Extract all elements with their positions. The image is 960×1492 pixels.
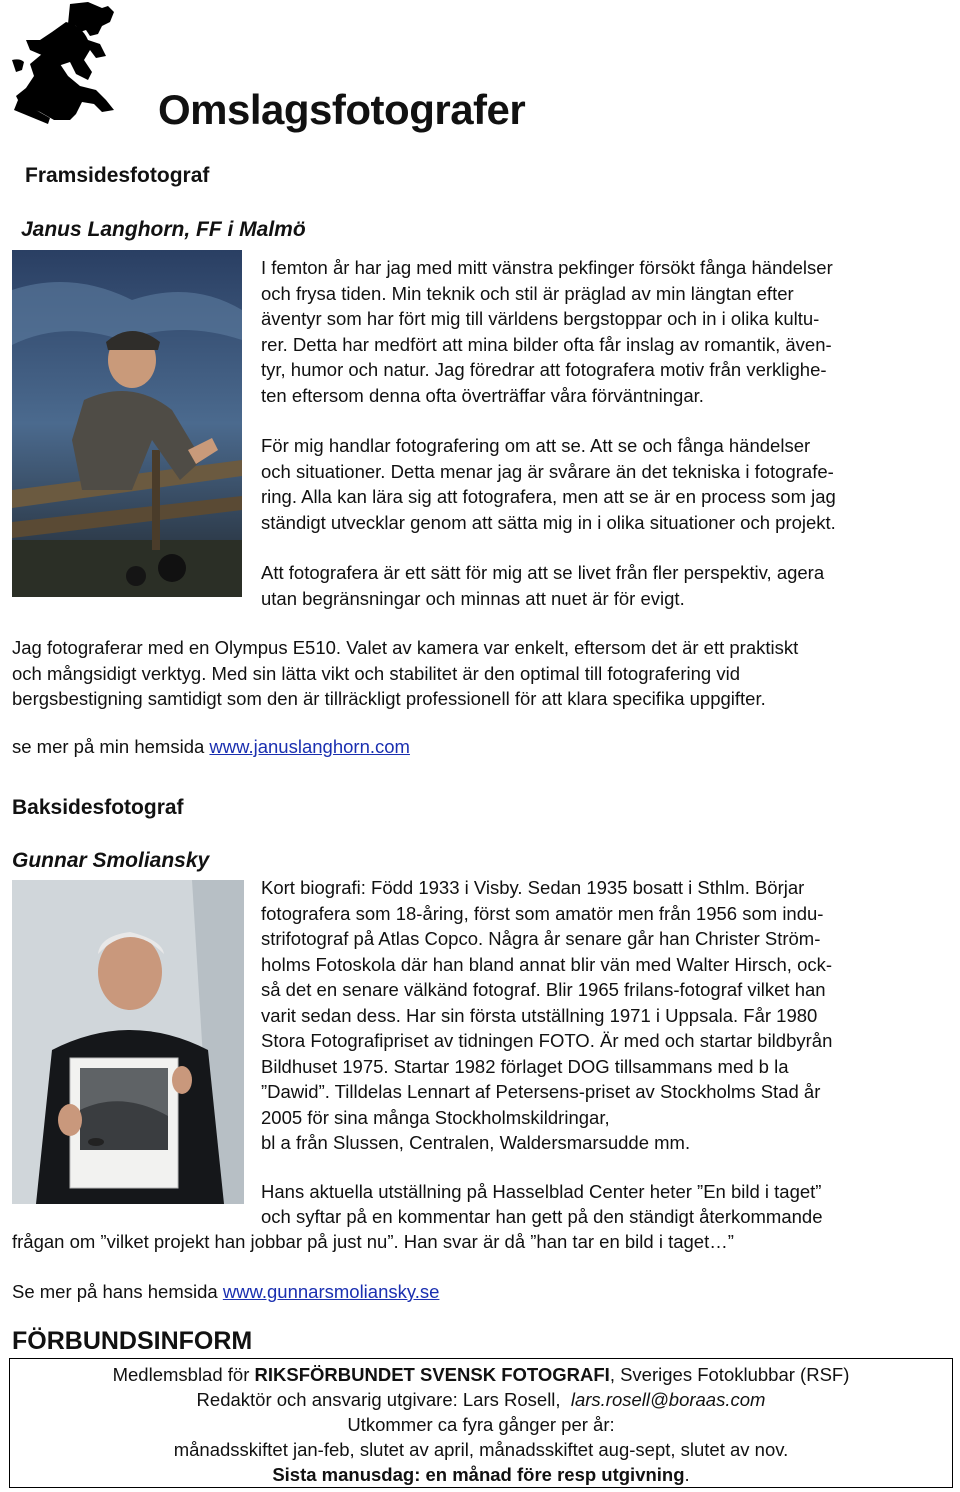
front-paragraph-3: Att fotografera är ett sätt för mig att se livet från fler perspektiv, agera utan begränsningar och minnas att nuet är för evigt.	[261, 562, 825, 609]
back-photographer-photo	[12, 880, 244, 1204]
front-section-heading: Framsidesfotograf	[25, 164, 210, 187]
masthead-line-4: månadsskiftet jan-feb, slutet av april, månadsskiftet aug-sept, slutet av nov.	[173, 1439, 789, 1460]
front-website-line: se mer på min hemsida www.januslanghorn.com	[12, 736, 410, 757]
front-website-link[interactable]: www.januslanghorn.com	[209, 736, 410, 757]
masthead-line-1: Medlemsblad för RIKSFÖRBUNDET SVENSK FOTOGRAFI, Sveriges Fotoklubbar (RSF)	[112, 1364, 850, 1385]
back-website-line: Se mer på hans hemsida www.gunnarsmoliansky.se	[12, 1281, 440, 1302]
masthead-line-5: Sista manusdag: en månad före resp utgivning.	[272, 1464, 690, 1485]
back-photographer-name: Gunnar Smoliansky	[12, 849, 210, 872]
back-exhibition-2: och syftar på en kommentar han gett på den ständigt återkommande	[261, 1206, 823, 1227]
back-exhibition-1: Hans aktuella utställning på Hasselblad Center heter ”En bild i taget”	[261, 1181, 822, 1202]
back-bio: Kort biografi: Född 1933 i Visby. Sedan 1935 bosatt i Sthlm. Börjar fotografera som 18-åring, först som amatör men från 1956 som indu- strifotograf på Atlas Copco. Några år senare går han Christer Ström- holms Fotoskola där han bland annat blir vän med Walter Hirsch, ock- så det en senare välkänd fotograf. Blir 1965 frilans-fotograf vilket han varit sedan dess. Har sin första utställning 1971 i Uppsala. Får 1980 Stora Fotografipriset av tidningen FOTO. Är med och startar bildbyrån Bildhuset 1975. Startar 1982 förlaget DOG tillsammans med b la ”Dawid”. Tilldelas Lennart af Petersens-priset av Stockholms Stad år 2005 för sina många Stockholmskildringar, bl a från Slussen, Centralen, Waldersmarsudde mm.	[261, 877, 833, 1153]
front-photographer-photo	[12, 250, 242, 597]
back-website-link[interactable]: www.gunnarsmoliansky.se	[222, 1281, 440, 1302]
editor-email: lars.rosell@boraas.com	[570, 1389, 766, 1410]
back-section-heading: Baksidesfotograf	[12, 796, 184, 819]
masthead-box	[9, 1358, 953, 1488]
footer-title: FÖRBUNDSINFORM	[12, 1327, 253, 1355]
front-paragraph-1: I femton år har jag med mitt vänstra pekfinger försökt fånga händelser och frysa tiden. Min teknik och stil är präglad av min längtan efter äventyr som har fört mig till världens bergstoppar och in i olika kultu- rer. Detta har medfört att mina bilder ofta får inslag av romantik, även- tyr, humor och natur. Jag föredrar att fotografera motiv från verklighe- ten eftersom denna ofta överträffar våra förväntningar.	[261, 257, 833, 406]
kneeling-photographer-silhouette-icon	[10, 0, 120, 125]
photographer-logo	[10, 0, 120, 125]
page-title: Omslagsfotografer	[158, 86, 526, 133]
back-exhibition-3: frågan om ”vilket projekt han jobbar på just nu”. Han svar är då ”han tar en bild i taget…”	[12, 1231, 734, 1252]
front-paragraph-2: För mig handlar fotografering om att se. Att se och fånga händelser och situationer. Detta menar jag är svårare än det tekniska i fotografe- ring. Alla kan lära sig att fotografera, men att se är en process som jag ständigt utvecklar genom att sätta mig in i olika situationer och projekt.	[261, 435, 836, 533]
front-camera-paragraph: Jag fotograferar med en Olympus E510. Valet av kamera var enkelt, eftersom det är ett praktiskt och mångsidigt verktyg. Med sin lätta vikt och stabilitet är den optimal till fotografering vid bergsbestigning samtidigt som den är tillräckligt professionell för att klara specifika uppgifter.	[12, 637, 799, 709]
masthead-line-3: Utkommer ca fyra gånger per år:	[347, 1414, 615, 1435]
front-photographer-name: Janus Langhorn, FF i Malmö	[21, 218, 306, 241]
front-bio	[261, 255, 951, 611]
masthead-line-2: Redaktör och ansvarig utgivare: Lars Rosell, lars.rosell@boraas.com	[196, 1389, 766, 1410]
